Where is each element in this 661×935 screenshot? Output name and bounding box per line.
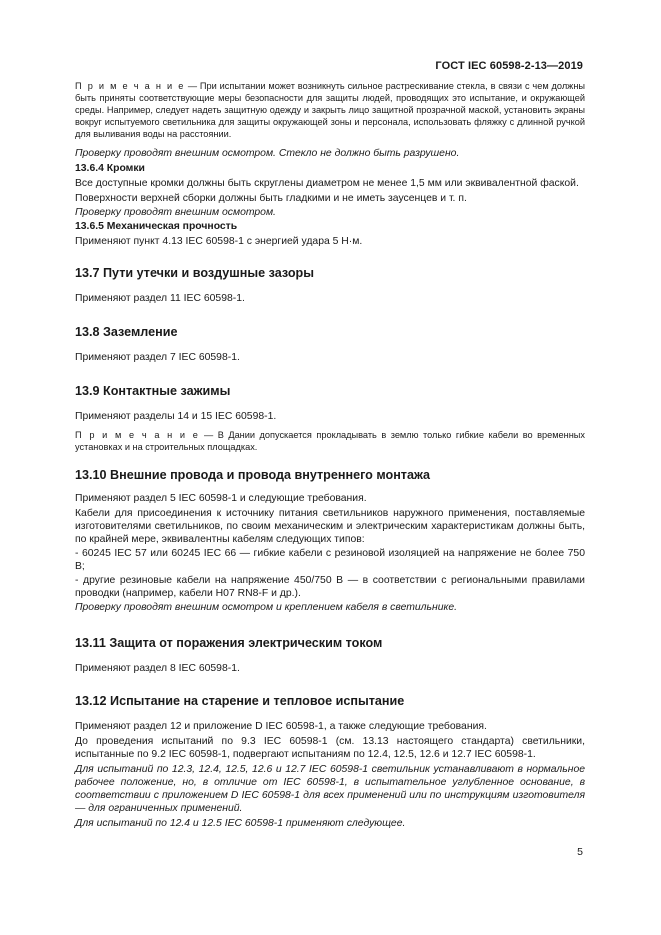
document-header: ГОСТ IEC 60598-2-13—2019 bbox=[435, 60, 583, 72]
paragraph-13-12-position: Для испытаний по 12.3, 12.4, 12.5, 12.6 и 12.7 IEC 60598-1 светильник устанавливают в нормальное рабочее положение, но, в отличие от IEC 60598-1, в испытательное углубленное основание, в соответствии с приложением D IEC 60598-1 для всех применений или по инструкциям изготовителя — для ограниченных применений. bbox=[75, 764, 585, 814]
check-cable: Проверку проводят внешним осмотром и креплением кабеля в светильнике. bbox=[75, 602, 458, 613]
paragraph-13-10-intro: Применяют раздел 5 IEC 60598-1 и следующие требования. bbox=[75, 493, 367, 504]
subsection-title-13-6-5: 13.6.5 Механическая прочность bbox=[75, 221, 238, 232]
note-denmark bbox=[75, 429, 585, 453]
section-title-13-8: 13.8 Заземление bbox=[75, 325, 178, 339]
paragraph-13-8: Применяют раздел 7 IEC 60598-1. bbox=[75, 352, 240, 363]
section-title-13-9: 13.9 Контактные зажимы bbox=[75, 384, 231, 398]
paragraph-13-12-following: Для испытаний по 12.4 и 12.5 IEC 60598-1 применяют следующее. bbox=[75, 818, 406, 829]
list-item: - другие резиновые кабели на напряжение 450/750 В — в соответствии с региональными правилами проводки (например, кабели H07 RN8-F и др.). bbox=[75, 575, 585, 599]
paragraph-13-11: Применяют раздел 8 IEC 60598-1. bbox=[75, 663, 240, 674]
section-title-13-12: 13.12 Испытание на старение и тепловое испытание bbox=[75, 694, 405, 708]
section-title-13-10: 13.10 Внешние провода и провода внутреннего монтажа bbox=[75, 468, 431, 482]
paragraph-surfaces: Поверхности верхней сборки должны быть гладкими и не иметь заусенцев и т. п. bbox=[75, 193, 467, 204]
section-title-13-11: 13.11 Защита от поражения электрическим током bbox=[75, 636, 383, 650]
note-label: П р и м е ч а н и е bbox=[75, 81, 185, 91]
paragraph-13-12-intro: Применяют раздел 12 и приложение D IEC 60598-1, а также следующие требования. bbox=[75, 721, 487, 732]
note-text: — При испытании может возникнуть сильное растрескивание стекла, в связи с чем должны быть приняты соответствующие меры безопасности для защиты людей, проводящих это испытание, и окружающей среды. Например, следует надеть защитную одежду и закрыть лицо защитной прозрачной маской, установить экраны вокруг испытуемого светильника для защиты окружающей зоны и персонала, использовать фляжку с длинной ручкой для выливания воды на расстоянии. bbox=[75, 81, 585, 139]
note-label: П р и м е ч а н и е bbox=[75, 430, 200, 440]
page-content bbox=[75, 80, 585, 830]
note-text: — В Дании допускается прокладывать в землю только гибкие кабели во временных установках и на строительных площадках. bbox=[75, 430, 586, 452]
paragraph-edges: Все доступные кромки должны быть скруглены диаметром не менее 1,5 мм или эквивалентной фаской. bbox=[75, 178, 579, 189]
note-safety bbox=[75, 80, 585, 140]
list-item: - 60245 IEC 57 или 60245 IEC 66 — гибкие кабели с резиновой изоляцией на напряжение не более 750 В; bbox=[75, 548, 585, 572]
page-number: 5 bbox=[577, 846, 583, 858]
paragraph-13-10-cables: Кабели для присоединения к источнику питания светильников наружного применения, поставляемые изготовителями светильников, по своим механическим и электрическим характеристикам должны быть, по крайней мере, эквивалентны кабелям следующих типов: bbox=[75, 508, 585, 545]
paragraph-13-12-before: До проведения испытаний по 9.3 IEC 60598-1 (см. 13.13 настоящего стандарта) светильники, испытанные по 9.2 IEC 60598-1, подвергают испытаниям по 12.4, 12.5, 12.6 и 12.7 IEC 60598-1. bbox=[75, 736, 585, 760]
section-title-13-7: 13.7 Пути утечки и воздушные зазоры bbox=[75, 266, 314, 280]
subsection-title-13-6-4: 13.6.4 Кромки bbox=[75, 163, 145, 174]
check-glass: Проверку проводят внешним осмотром. Стекло не должно быть разрушено. bbox=[75, 148, 460, 159]
paragraph-13-7: Применяют раздел 11 IEC 60598-1. bbox=[75, 293, 245, 304]
paragraph-mechanical: Применяют пункт 4.13 IEC 60598-1 с энергией удара 5 Н·м. bbox=[75, 236, 363, 247]
paragraph-13-9: Применяют разделы 14 и 15 IEC 60598-1. bbox=[75, 411, 277, 422]
check-visual: Проверку проводят внешним осмотром. bbox=[75, 207, 276, 218]
